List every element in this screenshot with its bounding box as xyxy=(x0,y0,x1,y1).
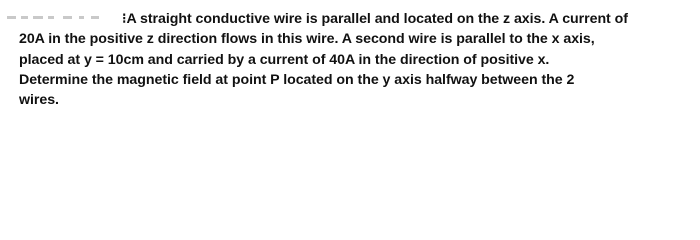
problem-line-1 xyxy=(19,9,699,29)
problem-text xyxy=(19,9,699,110)
problem-line-4: Determine the magnetic field at point P located on the y axis halfway between the 2 xyxy=(19,71,575,88)
problem-line-3: placed at y = 10cm and carried by a current of 40A in the direction of positive x. xyxy=(19,51,550,68)
problem-line-1-text: A straight conductive wire is parallel and located on the z axis. A current of xyxy=(126,11,628,27)
problem-line-2: 20A in the positive z direction flows in this wire. A second wire is parallel to the x axis, xyxy=(19,31,595,48)
faded-dash xyxy=(7,16,16,19)
problem-line-5: wires. xyxy=(19,92,59,109)
leading-glyph: ⁝ xyxy=(122,11,127,27)
